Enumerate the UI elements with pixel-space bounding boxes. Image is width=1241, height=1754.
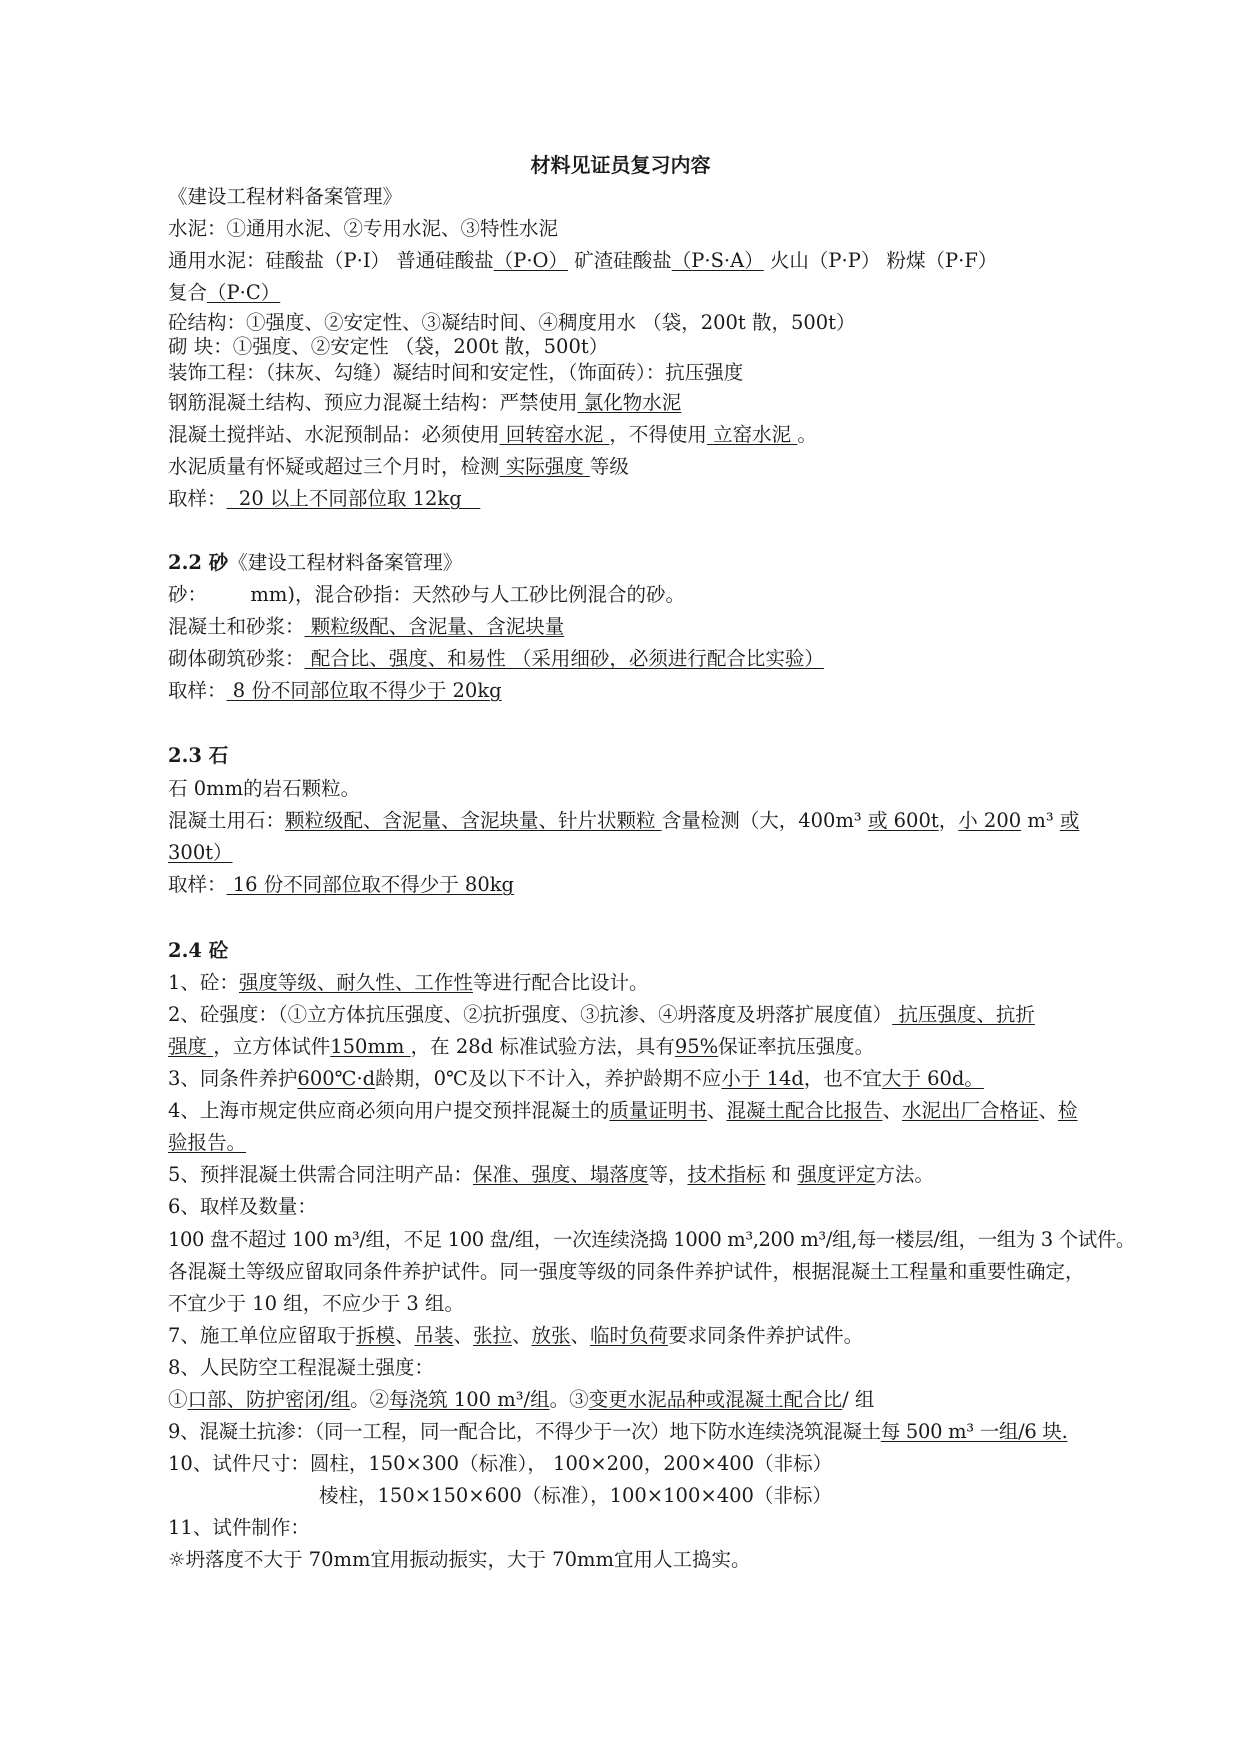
sand-definition: 砂： mm)，混合砂指：天然砂与人工砂比例混合的砂。	[168, 583, 685, 606]
sand-sampling: 取样： 8 份不同部位取不得少于 20kg	[168, 679, 502, 702]
concrete-item-11: 11、试件制作：	[168, 1516, 310, 1539]
concrete-item-6-line-1: 100 盘不超过 100 m³/组，不足 100 盘/组，一次连续浇捣 1000 m³,200 m³/组,每一楼层/组，一组为 3 个试件。	[168, 1228, 1135, 1251]
stone-use-line: 混凝土用石：颗粒级配、含泥量、含泥块量、针片状颗粒 含量检测（大，400m³ 或 600t，小 200 m³ 或	[168, 809, 1080, 832]
sand-concrete-line: 混凝土和砂浆： 颗粒级配、含泥量、含泥块量	[168, 615, 565, 638]
cement-general-line: 通用水泥：硅酸盐（P·I） 普通硅酸盐（P·O） 矿渣硅酸盐（P·S·A） 火山（P·P） 粉煤（P·F）	[168, 249, 998, 272]
concrete-item-11-line-1: ☼坍落度不大于 70mm宜用振动振实，大于 70mm宜用人工捣实。	[168, 1548, 751, 1571]
concrete-item-2: 2、砼强度：（①立方体抗压强度、②抗折强度、③抗渗、④坍落度及坍落扩展度值） 抗压强度、抗折	[168, 1003, 1035, 1026]
cement-composite-line: 复合（P·C）	[168, 281, 281, 304]
page-title: 材料见证员复习内容	[530, 153, 711, 177]
section-stone-heading: 2.3 石	[168, 744, 229, 767]
concrete-item-8: 8、人民防空工程混凝土强度：	[168, 1356, 434, 1379]
concrete-item-7: 7、施工单位应留取于拆模、吊装、张拉、放张、临时负荷要求同条件养护试件。	[168, 1324, 864, 1347]
stone-use-cont: 300t）	[168, 841, 233, 864]
concrete-item-1: 1、砼：强度等级、耐久性、工作性等进行配合比设计。	[168, 971, 649, 994]
concrete-item-6-line-3: 不宜少于 10 组，不应少于 3 组。	[168, 1292, 465, 1315]
cement-doubt-line: 水泥质量有怀疑或超过三个月时，检测 实际强度 等级	[168, 455, 629, 478]
concrete-item-4: 4、上海市规定供应商必须向用户提交预拌混凝土的质量证明书、混凝土配合比报告、水泥出厂合格证、检	[168, 1099, 1078, 1122]
concrete-item-5: 5、预拌混凝土供需合同注明产品：保准、强度、塌落度等，技术指标 和 强度评定方法。	[168, 1163, 934, 1186]
cement-types: 水泥：①通用水泥、②专用水泥、③特性水泥	[168, 217, 559, 240]
concrete-item-9: 9、混凝土抗渗：（同一工程，同一配合比，不得少于一次）地下防水连续浇筑混凝土每 500 m³ 一组/6 块.	[168, 1420, 1068, 1443]
cement-mixing-line: 混凝土搅拌站、水泥预制品：必须使用 回转窑水泥 ，不得使用 立窑水泥 。	[168, 423, 817, 446]
concrete-item-6: 6、取样及数量：	[168, 1195, 317, 1218]
concrete-item-4-cont: 验报告。	[168, 1131, 247, 1154]
cement-decoration: 装饰工程：（抹灰、勾缝）凝结时间和安定性，（饰面砖）：抗压强度	[168, 361, 744, 384]
stone-sampling: 取样： 16 份不同部位取不得少于 80kg	[168, 873, 515, 896]
section-sand-heading: 2.2 砂《建设工程材料备案管理》	[168, 551, 463, 574]
concrete-item-3: 3、同条件养护600℃·d龄期，0℃及以下不计入，养护龄期不应小于 14d，也不宜大于 60d。	[168, 1067, 984, 1090]
concrete-item-10-line-1: 10、试件尺寸：圆柱，150×300（标准）， 100×200，200×400（非标）	[168, 1452, 833, 1475]
concrete-item-6-line-2: 各混凝土等级应留取同条件养护试件。同一强度等级的同条件养护试件，根据混凝土工程量和重要性确定，	[168, 1260, 1085, 1283]
cement-concrete-structure: 砼结构：①强度、②安定性、③凝结时间、④稠度用水 （袋，200t 散，500t）	[168, 311, 856, 334]
sand-mortar-line: 砌体砌筑砂浆： 配合比、强度、和易性 （采用细砂，必须进行配合比实验）	[168, 647, 824, 670]
cement-sampling: 取样： 20 以上不同部位取 12kg	[168, 487, 481, 510]
cement-source: 《建设工程材料备案管理》	[168, 185, 403, 208]
concrete-item-10-line-2: 棱柱，150×150×600（标准），100×100×400（非标）	[319, 1484, 832, 1507]
cement-masonry: 砌 块：①强度、②安定性 （袋，200t 散，500t）	[168, 335, 609, 358]
concrete-item-8-detail: ①口部、防护密闭/组。②每浇筑 100 m³/组。③变更水泥品种或混凝土配合比/ 组	[168, 1388, 875, 1411]
concrete-item-2-cont: 强度 ，立方体试件150mm ，在 28d 标准试验方法，具有95%保证率抗压强度。	[168, 1035, 875, 1058]
stone-definition: 石 0mm的岩石颗粒。	[168, 777, 361, 800]
cement-rc-line: 钢筋混凝土结构、预应力混凝土结构：严禁使用 氯化物水泥	[168, 391, 682, 414]
section-concrete-heading: 2.4 砼	[168, 939, 229, 962]
